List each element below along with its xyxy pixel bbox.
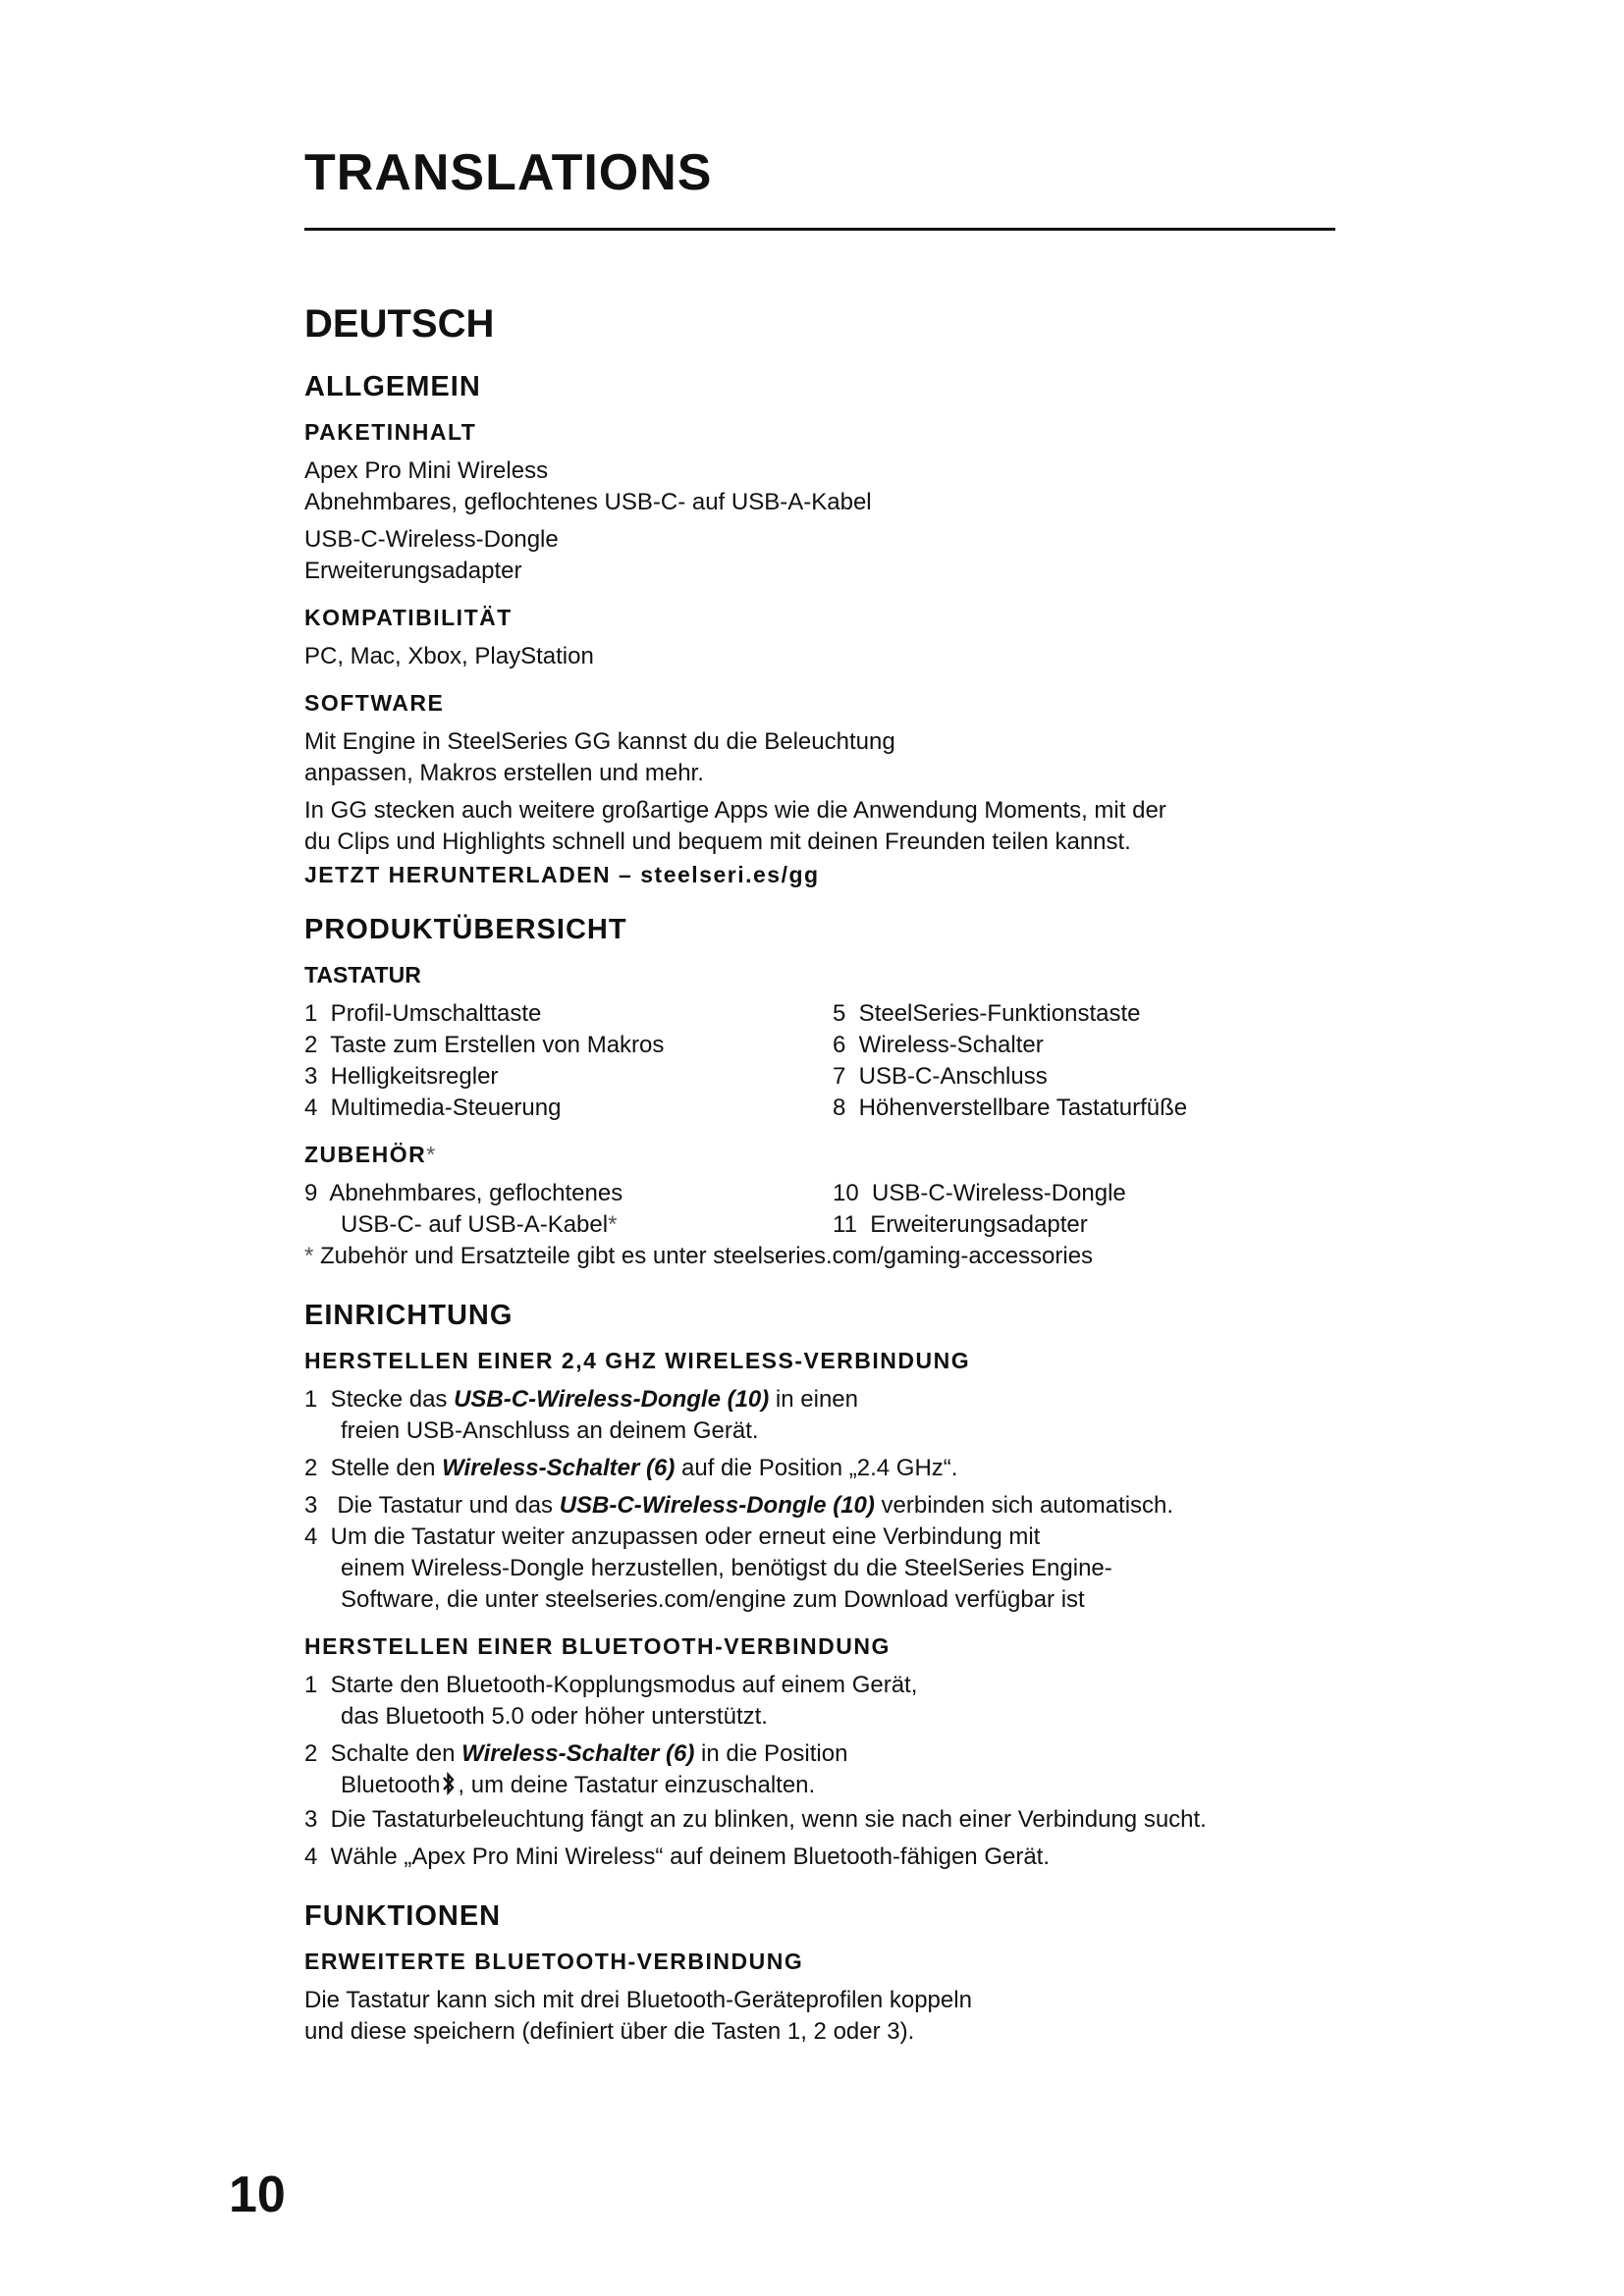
language-heading: DEUTSCH [304, 302, 495, 346]
footnote-text: Zubehör und Ersatzteile gibt es unter steelseries.com/gaming-accessories [320, 1243, 1094, 1269]
keyboard-part: 2 Taste zum Erstellen von Makros [304, 1032, 665, 1058]
advanced-bluetooth-text: und diese speichern (definiert über die Tasten 1, 2 oder 3). [304, 2018, 915, 2045]
title-divider [304, 228, 1335, 231]
keyboard-part: 8 Höhenverstellbare Tastaturfüße [833, 1095, 1188, 1121]
keyboard-parts-list [304, 998, 1335, 1124]
accessory-item: 10 USB-C-Wireless-Dongle [833, 1180, 1126, 1206]
wireless-step-1-cont: freien USB-Anschluss an deinem Gerät. [341, 1417, 759, 1444]
keyboard-part: 1 Profil-Umschalttaste [304, 1000, 542, 1027]
software-line: anpassen, Makros erstellen und mehr. [304, 760, 704, 786]
accessory-item-continued [304, 1209, 833, 1241]
accessory-item: 9 Abnehmbares, geflochtenes [304, 1180, 623, 1206]
bluetooth-step-4: 4 Wähle „Apex Pro Mini Wireless“ auf deinem Bluetooth-fähigen Gerät. [304, 1843, 1051, 1870]
keyboard-part: 5 SteelSeries-Funktionstaste [833, 1000, 1141, 1027]
subheading-compatibility: KOMPATIBILITÄT [304, 605, 513, 630]
wireless-step-4-cont: einem Wireless-Dongle herzustellen, benötigst du die SteelSeries Engine- [341, 1555, 1112, 1581]
accessory-item: 11 Erweiterungsadapter [833, 1211, 1088, 1238]
wireless-step-1: 1 Stecke das USB-C-Wireless-Dongle (10) in einen [304, 1386, 859, 1413]
section-heading-overview: PRODUKTÜBERSICHT [304, 914, 627, 945]
subheading-accessories [304, 1144, 1335, 1166]
subheading-package: PAKETINHALT [304, 419, 477, 445]
reference-switch: Wireless-Schalter (6) [461, 1740, 695, 1767]
package-item: Abnehmbares, geflochtenes USB-C- auf USB-A-Kabel [304, 489, 872, 515]
asterisk: * [608, 1211, 618, 1238]
package-item: USB-C-Wireless-Dongle [304, 526, 559, 553]
bluetooth-icon [442, 1772, 456, 1804]
bluetooth-step-3: 3 Die Tastaturbeleuchtung fängt an zu blinken, wenn sie nach einer Verbindung sucht. [304, 1806, 1207, 1833]
document-body [304, 304, 1335, 2048]
keyboard-part: 3 Helligkeitsregler [304, 1063, 499, 1090]
reference-switch: Wireless-Schalter (6) [442, 1455, 676, 1481]
page-title: TRANSLATIONS [304, 144, 713, 201]
bluetooth-step-1-cont: das Bluetooth 5.0 oder höher unterstützt. [341, 1703, 768, 1730]
accessories-heading-text: ZUBEHÖR [304, 1142, 427, 1167]
bluetooth-step-1: 1 Starte den Bluetooth-Kopplungsmodus auf einem Gerät, [304, 1672, 918, 1698]
reference-dongle: USB-C-Wireless-Dongle (10) [454, 1386, 770, 1413]
accessories-list [304, 1178, 1335, 1241]
keyboard-part: 6 Wireless-Schalter [833, 1032, 1044, 1058]
download-link[interactable]: JETZT HERUNTERLADEN – steelseri.es/gg [304, 862, 820, 887]
subheading-bluetooth: HERSTELLEN EINER BLUETOOTH-VERBINDUNG [304, 1633, 891, 1659]
package-item: Erweiterungsadapter [304, 558, 522, 584]
section-heading-setup: EINRICHTUNG [304, 1300, 514, 1331]
subheading-advanced-bluetooth: ERWEITERTE BLUETOOTH-VERBINDUNG [304, 1949, 804, 1974]
software-line: Mit Engine in SteelSeries GG kannst du die Beleuchtung [304, 728, 895, 755]
software-line: du Clips und Highlights schnell und bequem mit deinen Freunden teilen kannst. [304, 828, 1131, 855]
subheading-software: SOFTWARE [304, 690, 445, 716]
compatibility-text: PC, Mac, Xbox, PlayStation [304, 643, 594, 669]
keyboard-part: 4 Multimedia-Steuerung [304, 1095, 562, 1121]
wireless-step-3: 3 Die Tastatur und das USB-C-Wireless-Dongle (10) verbinden sich automatisch. [304, 1492, 1174, 1519]
package-item: Apex Pro Mini Wireless [304, 457, 549, 484]
subheading-wireless: HERSTELLEN EINER 2,4 GHZ WIRELESS-VERBINDUNG [304, 1348, 971, 1373]
footnote-mark: * [304, 1243, 314, 1269]
asterisk: * [426, 1142, 437, 1167]
advanced-bluetooth-text: Die Tastatur kann sich mit drei Bluetooth-Geräteprofilen koppeln [304, 1987, 972, 2013]
wireless-step-4-cont: Software, die unter steelseries.com/engine zum Download verfügbar ist [341, 1586, 1085, 1613]
accessory-item-text: USB-C- auf USB-A-Kabel [341, 1211, 609, 1238]
section-heading-general: ALLGEMEIN [304, 371, 481, 402]
bluetooth-step-2-cont: Bluetooth , um deine Tastatur einzuschalten. [304, 1770, 1335, 1804]
subheading-keyboard: TASTATUR [304, 962, 421, 988]
bluetooth-step-2: 2 Schalte den Wireless-Schalter (6) in die Position [304, 1740, 848, 1767]
section-heading-features: FUNKTIONEN [304, 1900, 502, 1932]
keyboard-part: 7 USB-C-Anschluss [833, 1063, 1048, 1090]
accessories-footnote [304, 1241, 1335, 1272]
wireless-step-4: 4 Um die Tastatur weiter anzupassen oder erneut eine Verbindung mit [304, 1523, 1041, 1550]
software-line: In GG stecken auch weitere großartige Apps wie die Anwendung Moments, mit der [304, 797, 1166, 824]
page-number: 10 [229, 2166, 286, 2223]
reference-dongle: USB-C-Wireless-Dongle (10) [559, 1492, 875, 1519]
wireless-step-2: 2 Stelle den Wireless-Schalter (6) auf die Position „2.4 GHz“. [304, 1455, 958, 1481]
